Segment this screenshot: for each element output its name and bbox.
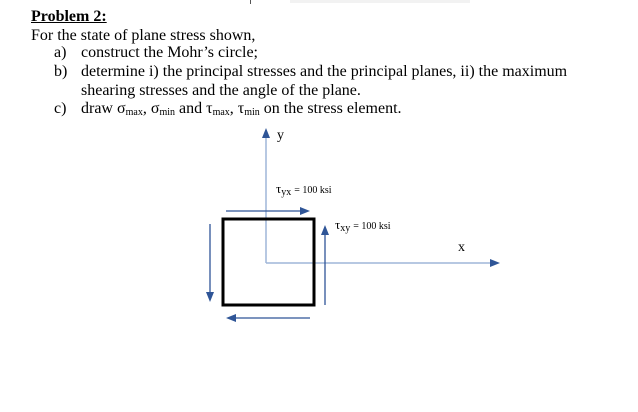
item-a-marker: a) bbox=[54, 44, 67, 61]
top-shear-arrowhead bbox=[300, 207, 310, 215]
item-c-text: draw $\sigma_{max}$, $\sigma_{min}$ and $\tau_{max}$, $\tau_{min}$ on the stress element. bbox=[81, 100, 402, 118]
tau-max: $\tau_{max}$ bbox=[206, 100, 230, 118]
right-shear-arrowhead bbox=[321, 225, 329, 235]
sigma-max: $\sigma_{max}$ bbox=[116, 100, 143, 118]
item-b-text: determine i) the principal stresses and the principal planes, ii) the maximum bbox=[81, 63, 568, 80]
tau-min: $\tau_{min}$ bbox=[237, 100, 260, 118]
problem-intro: For the state of plane stress shown, bbox=[31, 27, 256, 44]
item-a-text: construct the Mohr’s circle; bbox=[81, 44, 258, 61]
x-axis-arrowhead bbox=[490, 259, 500, 267]
item-c-prefix: draw bbox=[81, 100, 113, 117]
left-shear-arrowhead bbox=[206, 292, 214, 302]
item-c-marker: c) bbox=[54, 100, 67, 117]
tau-xy-label: τxy = 100 ksi bbox=[335, 217, 391, 234]
item-c-and: and bbox=[179, 100, 203, 117]
sigma-min: $\sigma_{min}$ bbox=[150, 100, 176, 118]
y-axis-label: y bbox=[277, 128, 284, 143]
tau-yx-label: τyx = 100 ksi bbox=[276, 181, 332, 198]
item-b-marker: b) bbox=[54, 63, 68, 80]
x-axis-label: x bbox=[458, 240, 465, 255]
item-c-suffix: on the stress element. bbox=[263, 100, 402, 117]
item-b-continuation: shearing stresses and the angle of the plane. bbox=[81, 82, 361, 99]
problem-title: Problem 2: bbox=[31, 8, 107, 25]
stress-element-box bbox=[223, 219, 314, 305]
bottom-shear-arrowhead bbox=[226, 314, 236, 322]
y-axis-arrowhead bbox=[262, 128, 270, 138]
